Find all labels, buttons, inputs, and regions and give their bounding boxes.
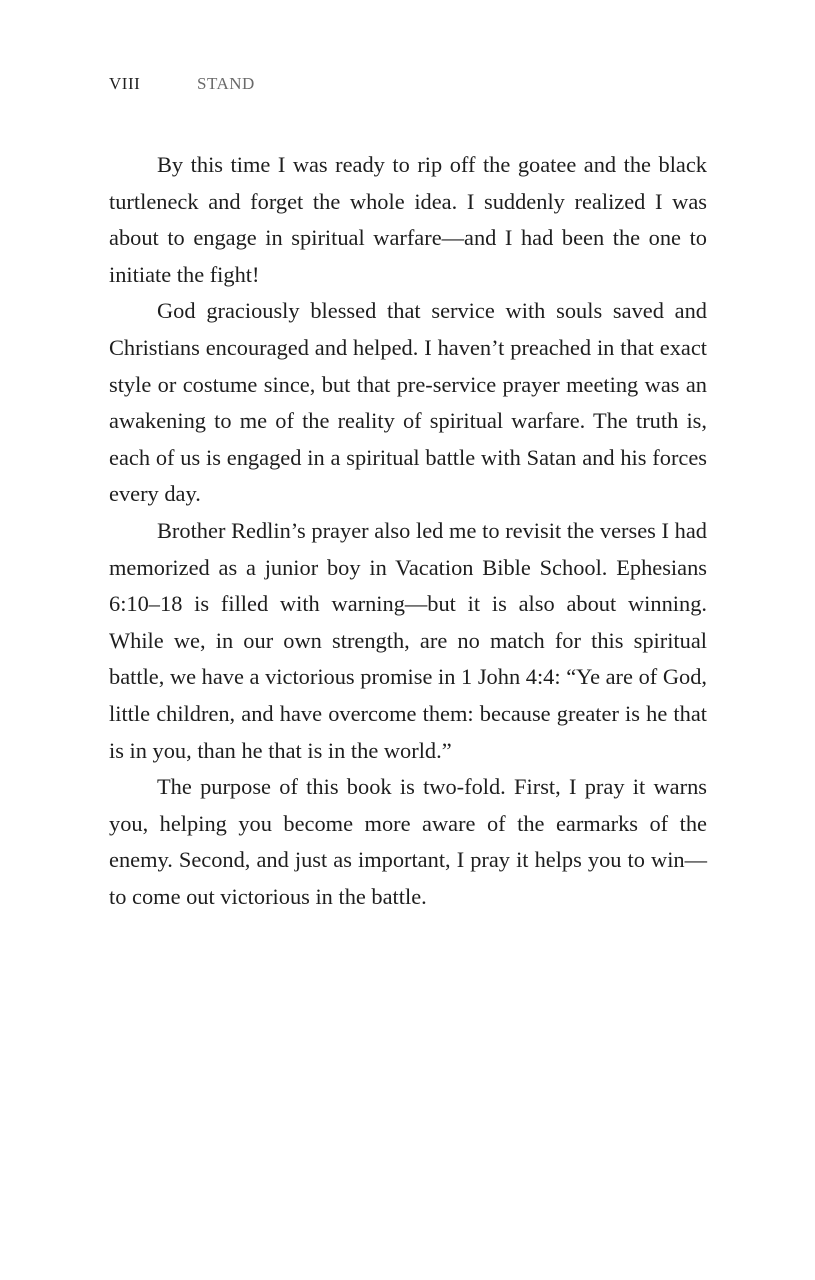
paragraph: Brother Redlin’s prayer also led me to revisit the verses I had memorized as a junior boy in Vacation Bible School. Ephesians 6:10–18 is filled with warning—but it is also about winning. While we, in our own strength, are no match for this spiritual battle, we have a victorious promise in 1 John 4:4: “Ye are of God, little children, and have overcome them: because greater is he that is in you, than he that is in the world.” bbox=[109, 517, 707, 763]
page-number: VIII bbox=[109, 74, 141, 93]
body-text bbox=[109, 147, 707, 915]
running-head bbox=[109, 74, 255, 94]
paragraph: God graciously blessed that service with souls saved and Christians encouraged and helped. I haven’t preached in that exact style or costume since, but that pre-service prayer meeting was an awakening to me of the reality of spiritual warfare. The truth is, each of us is engaged in a spiritual battle with Satan and his forces every day. bbox=[109, 298, 707, 507]
paragraph: The purpose of this book is two-fold. First, I pray it warns you, helping you become more aware of the earmarks of the enemy. Second, and just as important, I pray it helps you to win—to come out victorious in the battle. bbox=[109, 774, 707, 909]
running-title: STAND bbox=[197, 74, 255, 93]
paragraph: By this time I was ready to rip off the goatee and the black turtleneck and forget the whole idea. I suddenly realized I was about to engage in spiritual warfare—and I had been the one to initiate the fight! bbox=[109, 152, 707, 287]
